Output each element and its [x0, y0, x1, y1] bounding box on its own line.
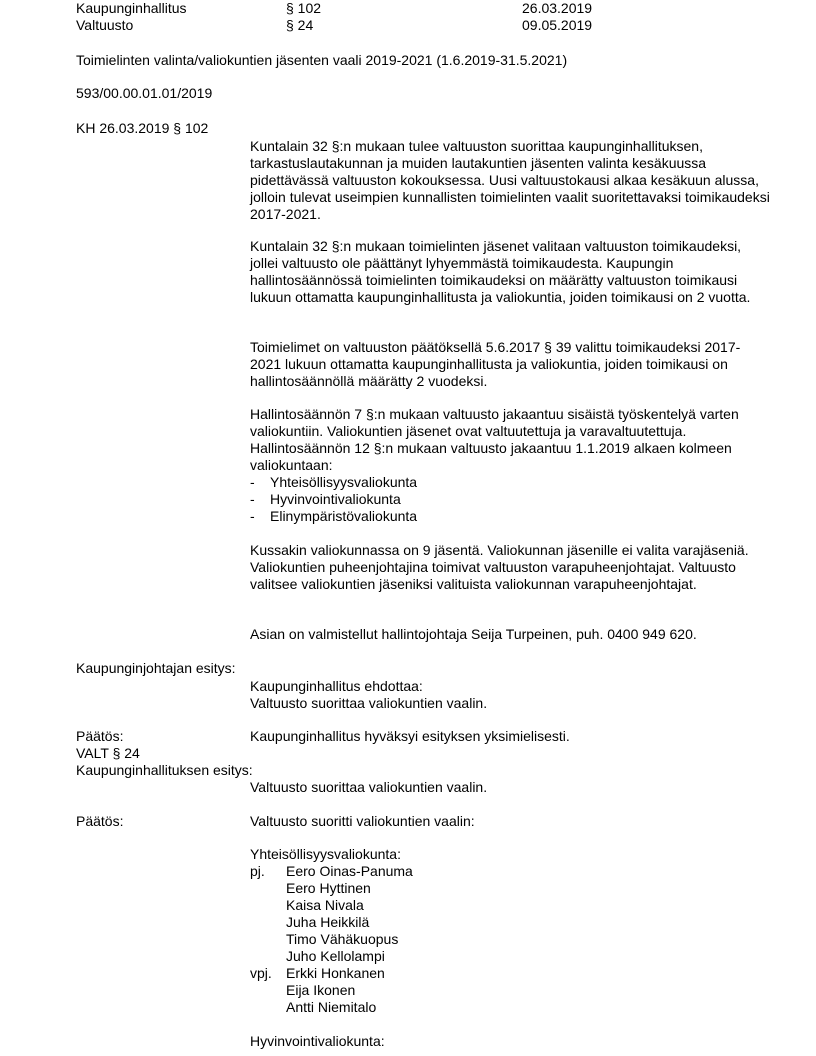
member-name: Erkki Honkanen [286, 965, 385, 981]
board-proposal-text: Valtuusto suorittaa valiokuntien vaalin. [250, 779, 488, 795]
document-title: Toimielinten valinta/valiokuntien jäsenten vaali 2019-2021 (1.6.2019-31.5.2021) [76, 52, 568, 68]
table-row [250, 914, 369, 931]
header-body-2: Valtuusto [76, 17, 134, 33]
table-row [250, 999, 376, 1016]
member-role [250, 914, 286, 931]
member-role [250, 897, 286, 914]
decision-text-1: Kaupunginhallitus hyväksyi esityksen yksimielisesti. [250, 728, 570, 744]
table-row [250, 948, 385, 965]
member-name: Timo Vähäkuopus [286, 931, 399, 947]
mayor-proposal-line2: Valtuusto suorittaa valiokuntien vaalin. [250, 695, 488, 711]
decision-text-2: Valtuusto suoritti valiokuntien vaalin: [250, 813, 475, 829]
list-item: - Yhteisöllisyysvaliokunta [250, 474, 418, 490]
paragraph-2: Kuntalain 32 §:n mukaan toimielinten jäsenet valitaan valtuuston toimikaudeksi, jollei valtuusto ole päättänyt lyhyemmästä toimikaudesta. Kaupungin hallintosäännössä toimielinten toimikaudeksi on määrätty valtuuston toimikausi lukuun ottamatta kaupunginhallitusta ja valiokuntia, joiden toimikausi on 2 vuotta. [250, 238, 751, 305]
member-role [250, 982, 286, 999]
header-date-1: 26.03.2019 [522, 0, 593, 16]
mayor-proposal-line1: Kaupunginhallitus ehdottaa: [250, 678, 423, 694]
table-row [250, 897, 364, 914]
mayor-proposal-label: Kaupunginjohtajan esitys: [76, 660, 236, 676]
table-row [250, 931, 398, 948]
committee1-title: Yhteisöllisyysvaliokunta: [250, 846, 401, 862]
member-name: Eero Hyttinen [286, 880, 371, 896]
header-section-1: § 102 [286, 0, 322, 16]
member-role [250, 948, 286, 965]
paragraph-4: Hallintosäännön 7 §:n mukaan valtuusto jakaantuu sisäistä työskentelyä varten valiokuntiin. Valiokuntien jäsenet ovat valtuutettuja ja varavaltuutettuja. Hallintosäännön 12 §:n mukaan valtuusto jakaantuu 1.1.2019 alkaen kolmeen valiokuntaan: [250, 406, 739, 473]
decision-label-1: Päätös: [76, 728, 124, 744]
list-item: - Hyvinvointivaliokunta [250, 491, 401, 507]
member-name: Kaisa Nivala [286, 897, 364, 913]
paragraph-1: Kuntalain 32 §:n mukaan tulee valtuuston suorittaa kaupunginhallituksen, tarkastuslautakunnan ja muiden lautakuntien jäsenten valinta kesäkuussa pidettävässä valtuuston kokouksessa. Uusi valtuustokausi alkaa kesäkuun alussa, jolloin tulevat useimpien kunnallisten toimielinten vaalit suoritettavaksi toimikaudeksi 2017-2021. [250, 138, 770, 222]
table-row [250, 863, 413, 880]
member-role [250, 880, 286, 897]
member-name: Eija Ikonen [286, 982, 356, 998]
committees-list [250, 474, 417, 525]
paragraph-3: Toimielimet on valtuuston päätöksellä 5.6.2017 § 39 valittu toimikaudeksi 2017-2021 lukuun ottamatta kaupunginhallitusta ja valiokuntia, joiden toimikausi on hallintosäännöllä määrätty 2 vuodeksi. [250, 339, 741, 389]
committee2-title: Hyvinvointivaliokunta: [250, 1033, 385, 1049]
record-number: 593/00.00.01.01/2019 [76, 85, 213, 101]
decision-label-2: Päätös: [76, 813, 124, 829]
member-name: Antti Niemitalo [286, 999, 377, 1015]
header-date-2: 09.05.2019 [522, 17, 593, 33]
kh-label: KH 26.03.2019 § 102 [76, 120, 209, 136]
member-name: Eero Oinas-Panuma [286, 863, 413, 879]
table-row [250, 982, 355, 999]
member-role [250, 999, 286, 1016]
table-row [250, 880, 371, 897]
paragraph-members: Kussakin valiokunnassa on 9 jäsentä. Valiokunnan jäsenille ei valita varajäseniä. Valiokuntien puheenjohtajina toimivat valtuuston varapuheenjohtajat. Valtuusto valitsee valiokuntien jäseniksi valituista valiokunnan varapuheenjohtajat. [250, 542, 749, 592]
member-name: Juha Heikkilä [286, 914, 370, 930]
header-body-1: Kaupunginhallitus [76, 0, 187, 16]
header-section-2: § 24 [286, 17, 314, 33]
table-row [250, 965, 385, 982]
board-proposal-label: Kaupunginhallituksen esitys: [76, 762, 253, 778]
paragraph-prepared: Asian on valmistellut hallintojohtaja Seija Turpeinen, puh. 0400 949 620. [250, 626, 697, 642]
valt-label: VALT § 24 [76, 745, 140, 761]
member-role [250, 931, 286, 948]
member-role: vpj. [250, 965, 272, 981]
member-role: pj. [250, 863, 265, 879]
member-name: Juho Kellolampi [286, 948, 385, 964]
list-item: - Elinympäristövaliokunta [250, 508, 418, 524]
